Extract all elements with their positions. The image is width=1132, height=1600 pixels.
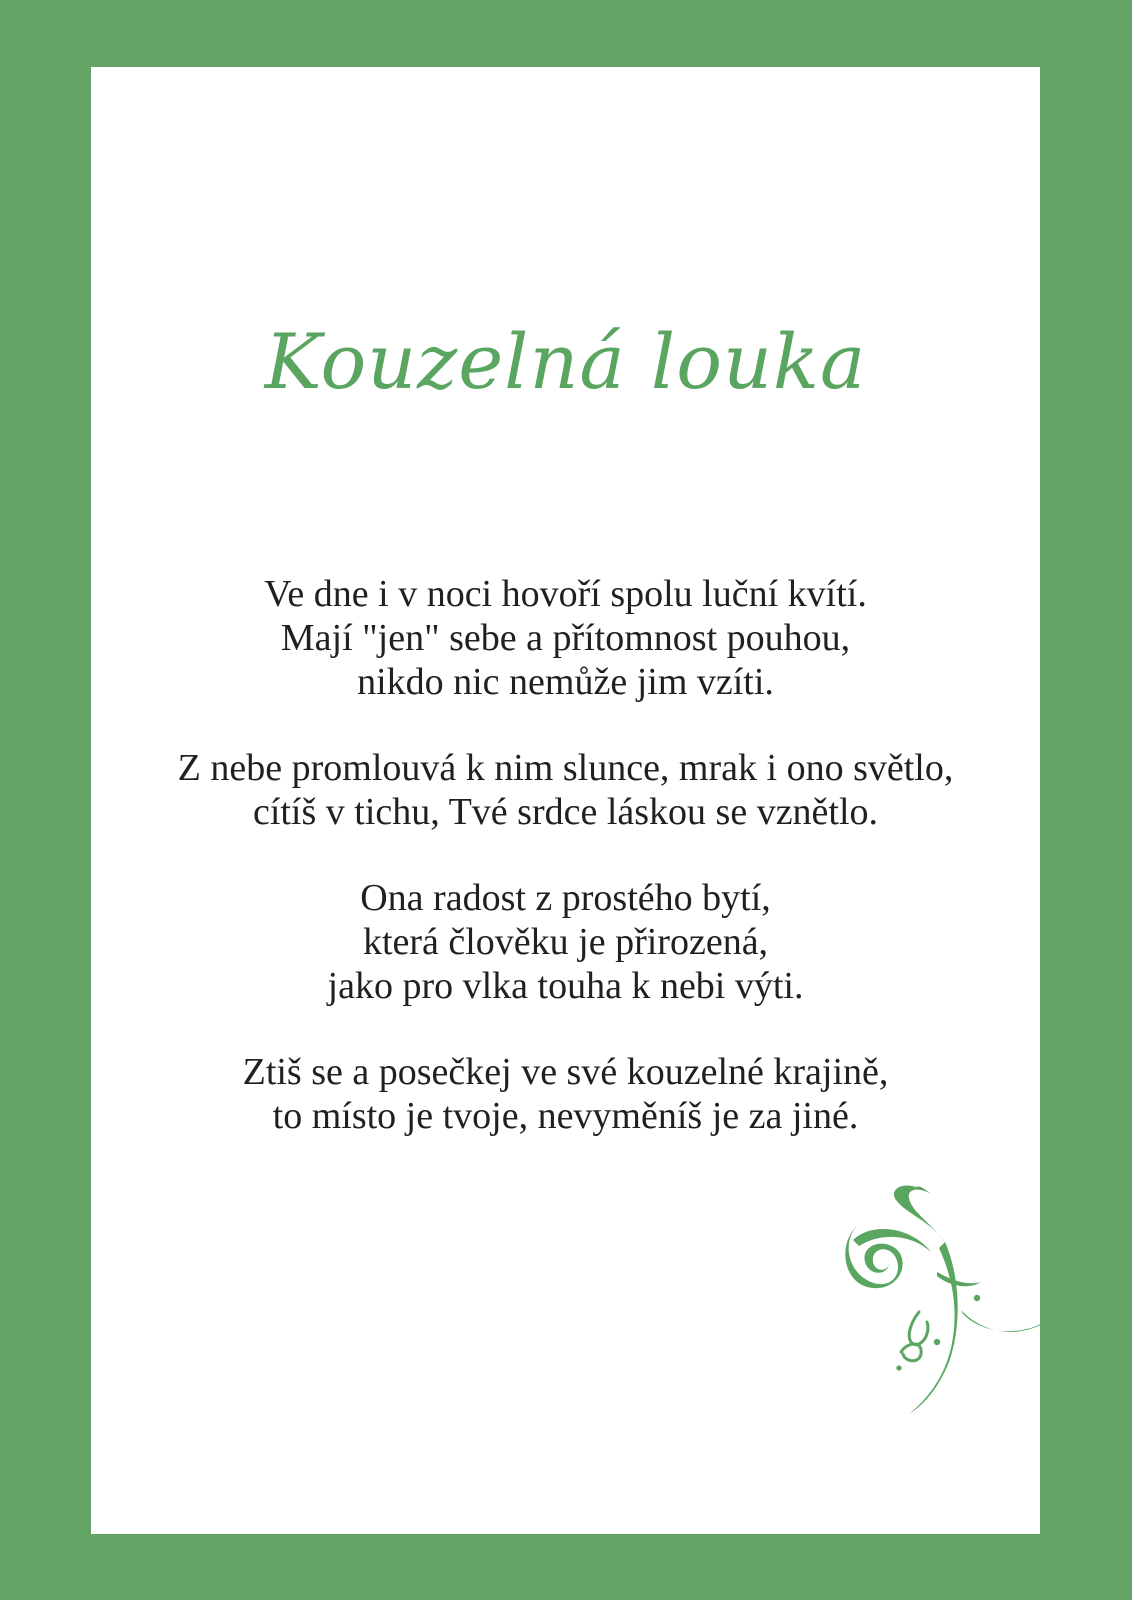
verse-line: Ona radost z prostého bytí,: [360, 877, 771, 919]
stanza-1: [91, 572, 1040, 704]
verse-line: nikdo nic nemůže jim vzíti.: [357, 661, 774, 703]
verse-line: to místo je tvoje, nevyměníš je za jiné.: [272, 1095, 859, 1137]
stanza-4: [91, 1050, 1040, 1138]
signature-icon: [841, 1182, 1081, 1427]
stanza-2: [91, 746, 1040, 834]
stanza-3: [91, 876, 1040, 1008]
verse-line: Ve dne i v noci hovoří spolu luční kvítí.: [264, 573, 867, 615]
poem-title: Kouzelná louka: [264, 317, 867, 406]
poem-body: [91, 572, 1040, 1180]
verse-line: Z nebe promlouvá k nim slunce, mrak i ono světlo,: [177, 747, 954, 789]
verse-line: cítíš v tichu, Tvé srdce láskou se vznětlo.: [252, 791, 879, 833]
poem-card: [91, 67, 1040, 1534]
verse-line: jako pro vlka touha k nebi výti.: [327, 965, 804, 1007]
verse-line: která člověku je přirozená,: [362, 921, 769, 963]
verse-line: Ztiš se a posečkej ve své kouzelné krajině,: [242, 1051, 889, 1093]
verse-line: Mají "jen" sebe a přítomnost pouhou,: [280, 617, 851, 659]
